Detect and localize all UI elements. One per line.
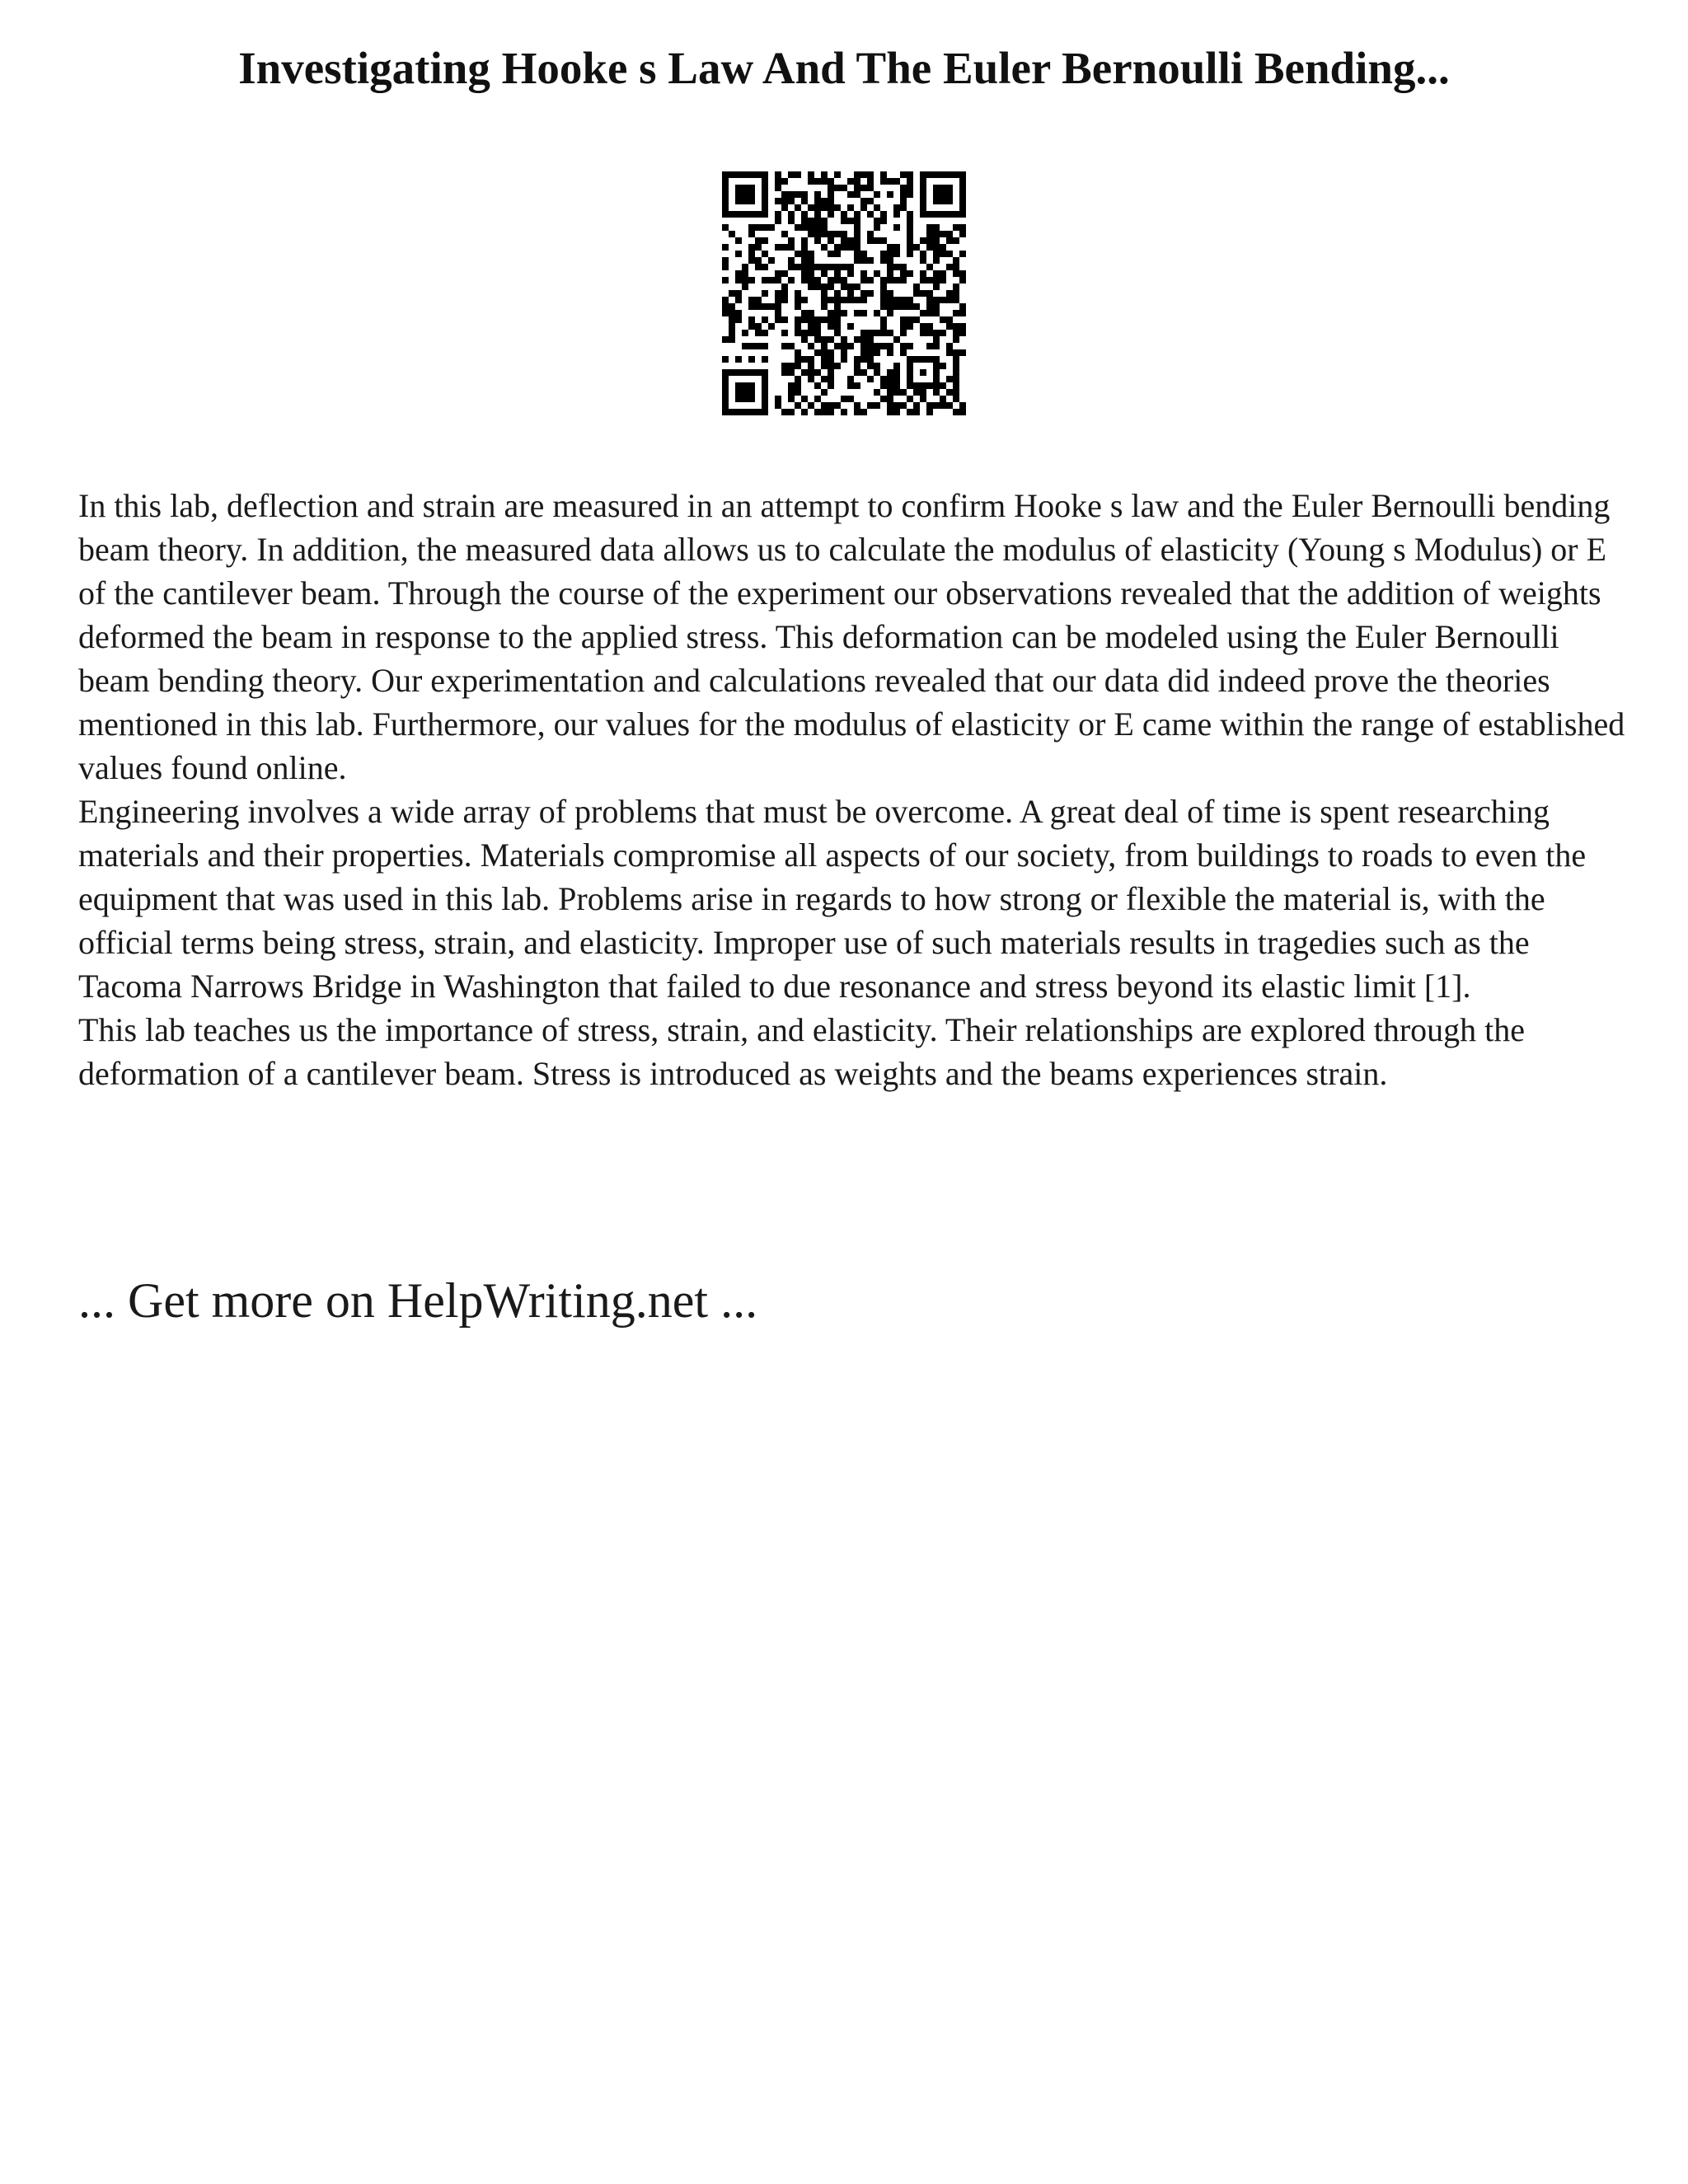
paragraph-introduction: Engineering involves a wide array of problems that must be overcome. A great deal of time is spent researching materials and their properties. Materials compromise all aspects of our society, from buildings to roads to even the equipment that was used in this lab. Problems arise in regards to how strong or flexible the material is, with the official terms being stress, strain, and elasticity. Improper use of such materials results in tragedies such as the Tacoma Narrows Bridge in Washington that failed to due resonance and stress beyond its elastic limit [1].: [78, 793, 1587, 1005]
document-body: [78, 484, 1628, 1095]
qr-code-icon: [722, 171, 966, 415]
paragraph-purpose: This lab teaches us the importance of stress, strain, and elasticity. Their relationships are explored through the deformation of a cantilever beam. Stress is introduced as weights and the beams experiences strain.: [78, 1011, 1526, 1092]
paragraph-abstract: In this lab, deflection and strain are measured in an attempt to confirm Hooke s law and the Euler Bernoulli bending beam theory. In addition, the measured data allows us to calculate the modulus of elasticity (Young s Modulus) or E of the cantilever beam. Through the course of the experiment our observations revealed that the addition of weights deformed the beam in response to the applied stress. This deformation can be modeled using the Euler Bernoulli beam bending theory. Our experimentation and calculations revealed that our data did indeed prove the theories mentioned in this lab. Furthermore, our values for the modulus of elasticity or E came within the range of established values found online.: [78, 487, 1625, 786]
document-title: Investigating Hooke s Law And The Euler Bernoulli Bending...: [238, 43, 1450, 93]
get-more-link[interactable]: ... Get more on HelpWriting.net ...: [78, 1273, 758, 1328]
